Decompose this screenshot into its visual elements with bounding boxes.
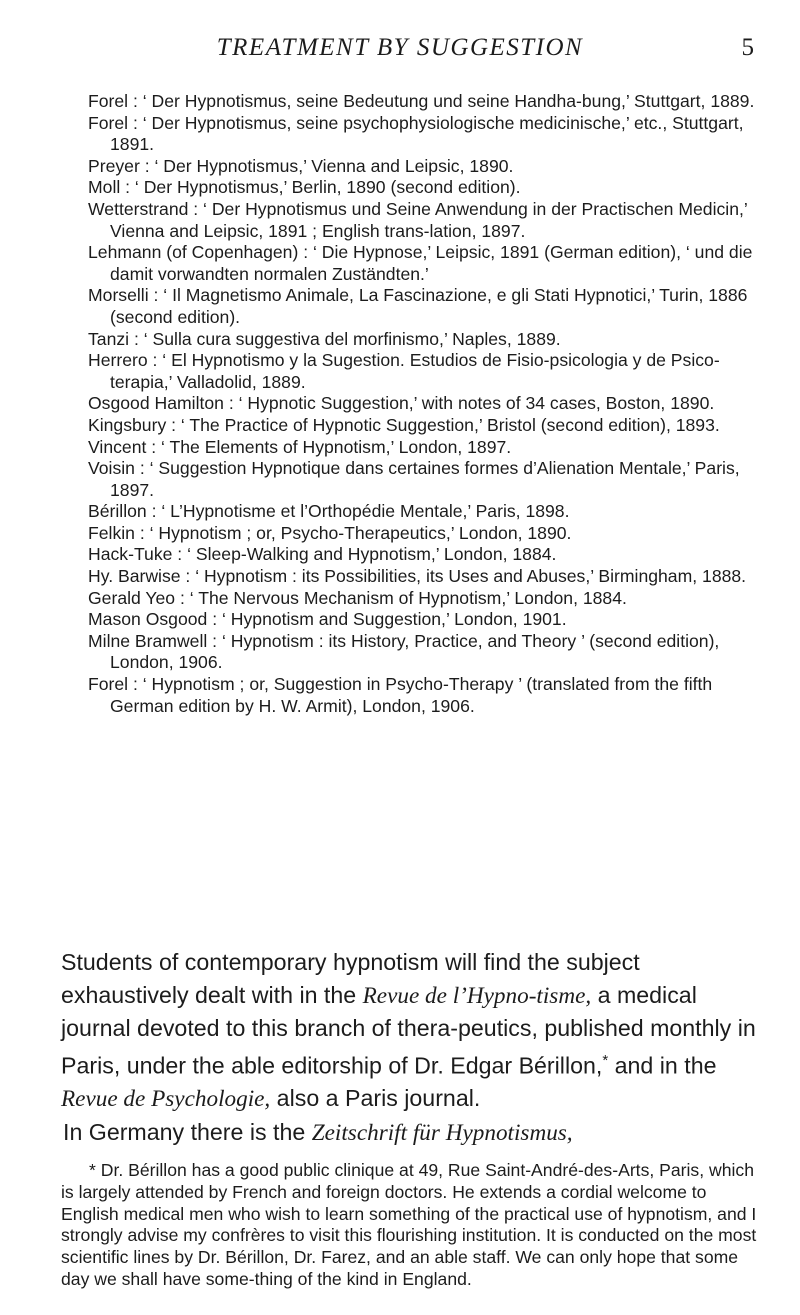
- reference-list: [88, 91, 760, 717]
- reference-entry: Hack-Tuke : ‘ Sleep-Walking and Hypnotism,’ London, 1884.: [88, 544, 557, 565]
- reference-entry: Forel : ‘ Hypnotism ; or, Suggestion in Psycho-Therapy ’ (translated from the fifth German edition by H. W. Armit), London, 1906.: [88, 674, 713, 716]
- text-run: Students of contemporary hypnotism will find the subject exhaustively dealt with in the: [61, 949, 640, 1008]
- reference-entry: Herrero : ‘ El Hypnotismo y la Sugestion. Estudios de Fisio-psicologia y de Psico-terapia,’ Valladolid, 1889.: [88, 350, 720, 392]
- footnote-marker: *: [602, 1051, 609, 1069]
- text-run: In Germany there is the: [63, 1118, 312, 1145]
- reference-entry: Preyer : ‘ Der Hypnotismus,’ Vienna and Leipsic, 1890.: [88, 155, 514, 176]
- text-run: also a Paris journal.: [270, 1085, 481, 1112]
- reference-entry: Hy. Barwise : ‘ Hypnotism : its Possibilities, its Uses and Abuses,’ Birmingham, 1888.: [88, 566, 747, 587]
- reference-entry: Morselli : ‘ Il Magnetismo Animale, La Fascinazione, e gli Stati Hypnotici,’ Turin, 1886 (second edition).: [88, 285, 748, 327]
- reference-entry: Bérillon : ‘ L’Hypnotisme et l’Orthopédie Mentale,’ Paris, 1898.: [88, 501, 570, 522]
- reference-entry: Wetterstrand : ‘ Der Hypnotismus und Seine Anwendung in der Practischen Medicin,’ Vienna and Leipsic, 1891 ; English trans-lation, 1897.: [88, 198, 748, 241]
- reference-entry: Felkin : ‘ Hypnotism ; or, Psycho-Therapeutics,’ London, 1890.: [88, 522, 572, 543]
- journal-title: Zeitschrift für Hypnotismus,: [311, 1119, 573, 1146]
- reference-entry: Milne Bramwell : ‘ Hypnotism : its History, Practice, and Theory ’ (second edition), London, 1906.: [88, 630, 720, 673]
- body-text: [61, 946, 761, 1149]
- body-paragraph: [61, 946, 761, 1116]
- reference-entry: Voisin : ‘ Suggestion Hypnotique dans certaines formes d’Alienation Mentale,’ Paris, 1897.: [88, 458, 740, 500]
- reference-entry: Kingsbury : ‘ The Practice of Hypnotic Suggestion,’ Bristol (second edition), 1893.: [88, 414, 720, 435]
- page-number: 5: [741, 34, 754, 61]
- running-head: TREATMENT BY SUGGESTION: [216, 34, 584, 61]
- footnote-text: * Dr. Bérillon has a good public clinique at 49, Rue Saint-André-des-Arts, Paris, which is largely attended by French and foreign doctors. He extends a cordial welcome to English medical men who wish to learn something of the practical use of hypnotism, and I strongly advise my confrères to visit this flourishing institution. It is conducted on the most scientific lines by Dr. Bérillon, Dr. Farez, and an able staff. We can only hope that some day we shall have some-thing of the kind in England.: [61, 1160, 757, 1289]
- reference-entry: Moll : ‘ Der Hypnotismus,’ Berlin, 1890 (second edition).: [88, 177, 521, 198]
- reference-entry: Vincent : ‘ The Elements of Hypnotism,’ London, 1897.: [88, 436, 512, 457]
- reference-entry: Forel : ‘ Der Hypnotismus, seine psychophysiologische medicinische,’ etc., Stuttgart, 1891.: [88, 112, 744, 155]
- reference-entry: Osgood Hamilton : ‘ Hypnotic Suggestion,’ with notes of 34 cases, Boston, 1890.: [88, 393, 715, 414]
- footnote: [61, 1160, 761, 1291]
- reference-entry: Gerald Yeo : ‘ The Nervous Mechanism of Hypnotism,’ London, 1884.: [88, 587, 627, 608]
- journal-title: Revue de l’Hypno-tisme,: [362, 982, 592, 1009]
- text-run: and in the: [608, 1052, 717, 1079]
- body-paragraph: [61, 1116, 761, 1150]
- journal-title: Revue de Psychologie,: [61, 1086, 271, 1113]
- text-run: a medical journal devoted to this branch of thera-peutics, published monthly in Paris, under the able editorship of Dr. Edgar Bérillon,: [61, 981, 756, 1079]
- reference-entry: Forel : ‘ Der Hypnotismus, seine Bedeutung und seine Handha-bung,’ Stuttgart, 1889.: [88, 91, 755, 111]
- reference-entry: Tanzi : ‘ Sulla cura suggestiva del morfinismo,’ Naples, 1889.: [88, 328, 561, 349]
- reference-entry: Lehmann (of Copenhagen) : ‘ Die Hypnose,’ Leipsic, 1891 (German edition), ‘ und die damit vorwandten normalen Zuständten.’: [88, 242, 753, 284]
- reference-entry: Mason Osgood : ‘ Hypnotism and Suggestion,’ London, 1901.: [88, 609, 567, 630]
